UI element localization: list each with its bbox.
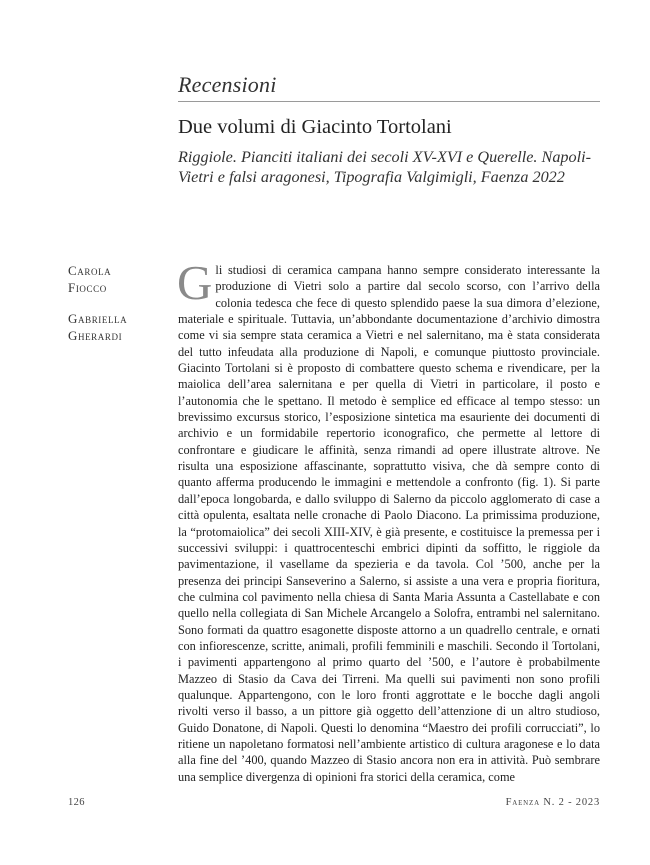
page-number: 126 [68,797,85,808]
section-title: Recensioni [178,72,277,97]
article-title: Due volumi di Giacinto Tortolani [178,116,452,138]
body-text: li studiosi di ceramica campana hanno sempre considerato interessante la produzione di Vietri solo a partire dal secolo scorso, con l’arrivo della colonia tedesca che fece di questo splendido paese la sua dimora d’elezione, materiale e spirituale. Tuttavia, un’abbondante documentazione d’archivio dimostra come vi sia sempre stata ceramica a Vietri e nel salernitano, ma è stata considerata del tutto infeudata alla produzione di Napoli, e comunque piuttosto provinciale. Giacinto Tortolani si è proposto di combattere questo schema e rivendicare, per la maiolica dell’area salernitana e per quella di Vietri in particolare, il posto e l’autonomia che le spettano. Il metodo è semplice ed efficace al tempo stesso: un brevissimo excursus storico, l’esposizione sintetica ma esauriente dei documenti di archivio e un formidabile repertorio iconografico, che permette al lettore di confrontare e giudicare le affinità, senza rimandi ad opere illustrate altrove. Ne risulta una esposizione affascinante, soprattutto visiva, che dà sempre conto di quanto afferma producendo le immagini e mettendole a confronto (fig. 1). Si parte dall’epoca longobarda, e dallo sviluppo di Salerno da piccolo agglomerato di case a città opulenta, esaltata nelle cronache di Paolo Diacono. La primissima produzione, la “protomaiolica” dei secoli XIII-XIV, è già presente, e costituisce la premessa per i successivi sviluppi: i quattrocenteschi embrici dipinti da soffitto, le riggiole da pavimentazione, il vasellame da spezieria e da tavola. Col ’500, anche per la presenza dei principi Sanseverino a Salerno, si assiste a una vera e propria fioritura, che culmina col pavimento nella chiesa di Santa Maria Assunta a Castellabate e con quello nella collegiata di San Michele Arcangelo a Solofra, entrambi nel salernitano. Sono formati da quattro esagonette disposte attorno a un quadrello centrale, e ornati con infiorescenze, scritte, animali, profili femminili e maschili. Secondo il Tortolani, i pavimenti appartengono al primo quarto del ’500, e l’autore è probabilmente Mazzeo di Stasio da Cava dei Tirreni. Ma quelli sui pavimenti non sono profili qualunque. Appartengono, con le loro fronti aggrottate e le bocche dagli angoli rivolti verso il basso, a un pittore già oggetto dell’attenzione di un altro studioso, Guido Donatone, di Napoli. Questi lo denomina “Maestro dei profili corrucciati”, lo ritiene un napoletano formatosi nell’ambiente artistico di cultura aragonese e lo data alla fine del ’400, quando Mazzeo di Stasio ancora non era in attività. Può sembrare una semplice divergenza di opinioni fra storici della ceramica, come [178,263,600,784]
drop-cap: G [177,255,213,310]
author-2 [68,310,168,344]
author-first-name: Gabriella [68,311,128,326]
author-list [68,262,168,358]
body-paragraph [177,255,600,785]
section-divider [178,101,600,102]
author-last-name: Fiocco [68,280,107,295]
author-1 [68,262,168,296]
author-last-name: Gherardi [68,328,123,343]
article-subtitle: Riggiole. Pianciti italiani dei secoli XV-XVI e Querelle. Napoli-Vietri e falsi aragonesi, Tipografia Valgimigli, Faenza 2022 [178,148,591,186]
journal-footer: Faenza N. 2 - 2023 [505,797,600,808]
article-body [177,255,600,785]
author-first-name: Carola [68,263,112,278]
